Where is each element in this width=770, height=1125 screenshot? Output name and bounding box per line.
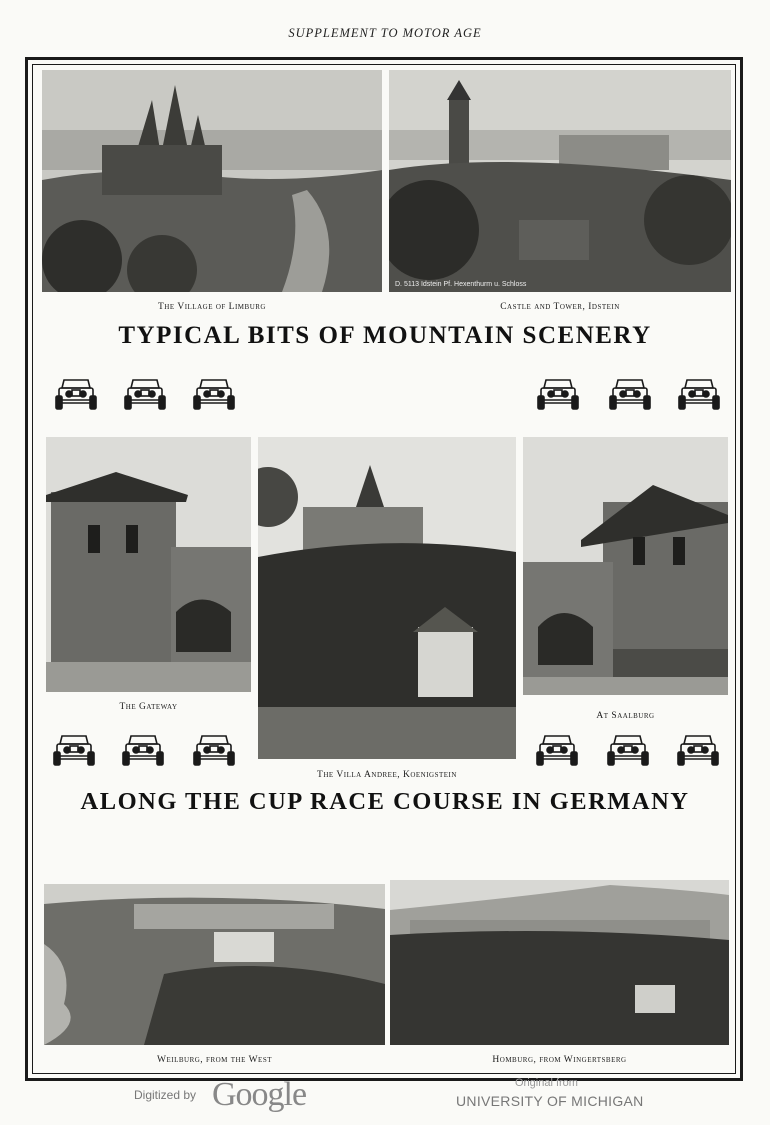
antique-automobile-icon [192,372,236,412]
antique-automobile-icon [535,728,579,768]
photo-homburg [390,880,729,1045]
photo-inscription: D. 5113 Idstein Pf. Hexenthurm u. Schloss [395,281,527,288]
caption-saalburg: At Saalburg [596,711,655,721]
photo-idstein [389,70,731,292]
photo-weilburg [44,884,385,1045]
antique-automobile-icon [123,372,167,412]
caption-weilburg: Weilburg, from the West [157,1055,272,1065]
photo-saalburg [523,437,728,695]
institution-label: UNIVERSITY OF MICHIGAN [456,1093,644,1109]
caption-gateway: The Gateway [119,702,178,712]
antique-automobile-icon [676,728,720,768]
caption-limburg: The Village of Limburg [158,302,266,312]
antique-automobile-icon [677,372,721,412]
caption-idstein: Castle and Tower, Idstein [500,302,620,312]
antique-automobile-icon [192,728,236,768]
antique-automobile-icon [52,728,96,768]
running-header: SUPPLEMENT TO MOTOR AGE [288,26,482,40]
antique-automobile-icon [608,372,652,412]
original-from-label: Original from [515,1077,578,1089]
photo-villa-andree [258,437,516,759]
antique-automobile-icon [606,728,650,768]
headline-middle: ALONG THE CUP RACE COURSE IN GERMANY [80,788,690,815]
antique-automobile-icon [54,372,98,412]
photo-limburg [42,70,382,292]
caption-villa-andree: The Villa Andree, Koenigstein [317,770,457,780]
headline-top: TYPICAL BITS OF MOUNTAIN SCENERY [118,322,652,349]
antique-automobile-icon [536,372,580,412]
digitized-by-label: Digitized by [134,1088,197,1102]
photo-gateway [46,437,251,692]
google-logo: Google [212,1076,307,1113]
caption-homburg: Homburg, from Wingertsberg [492,1055,627,1065]
antique-automobile-icon [121,728,165,768]
